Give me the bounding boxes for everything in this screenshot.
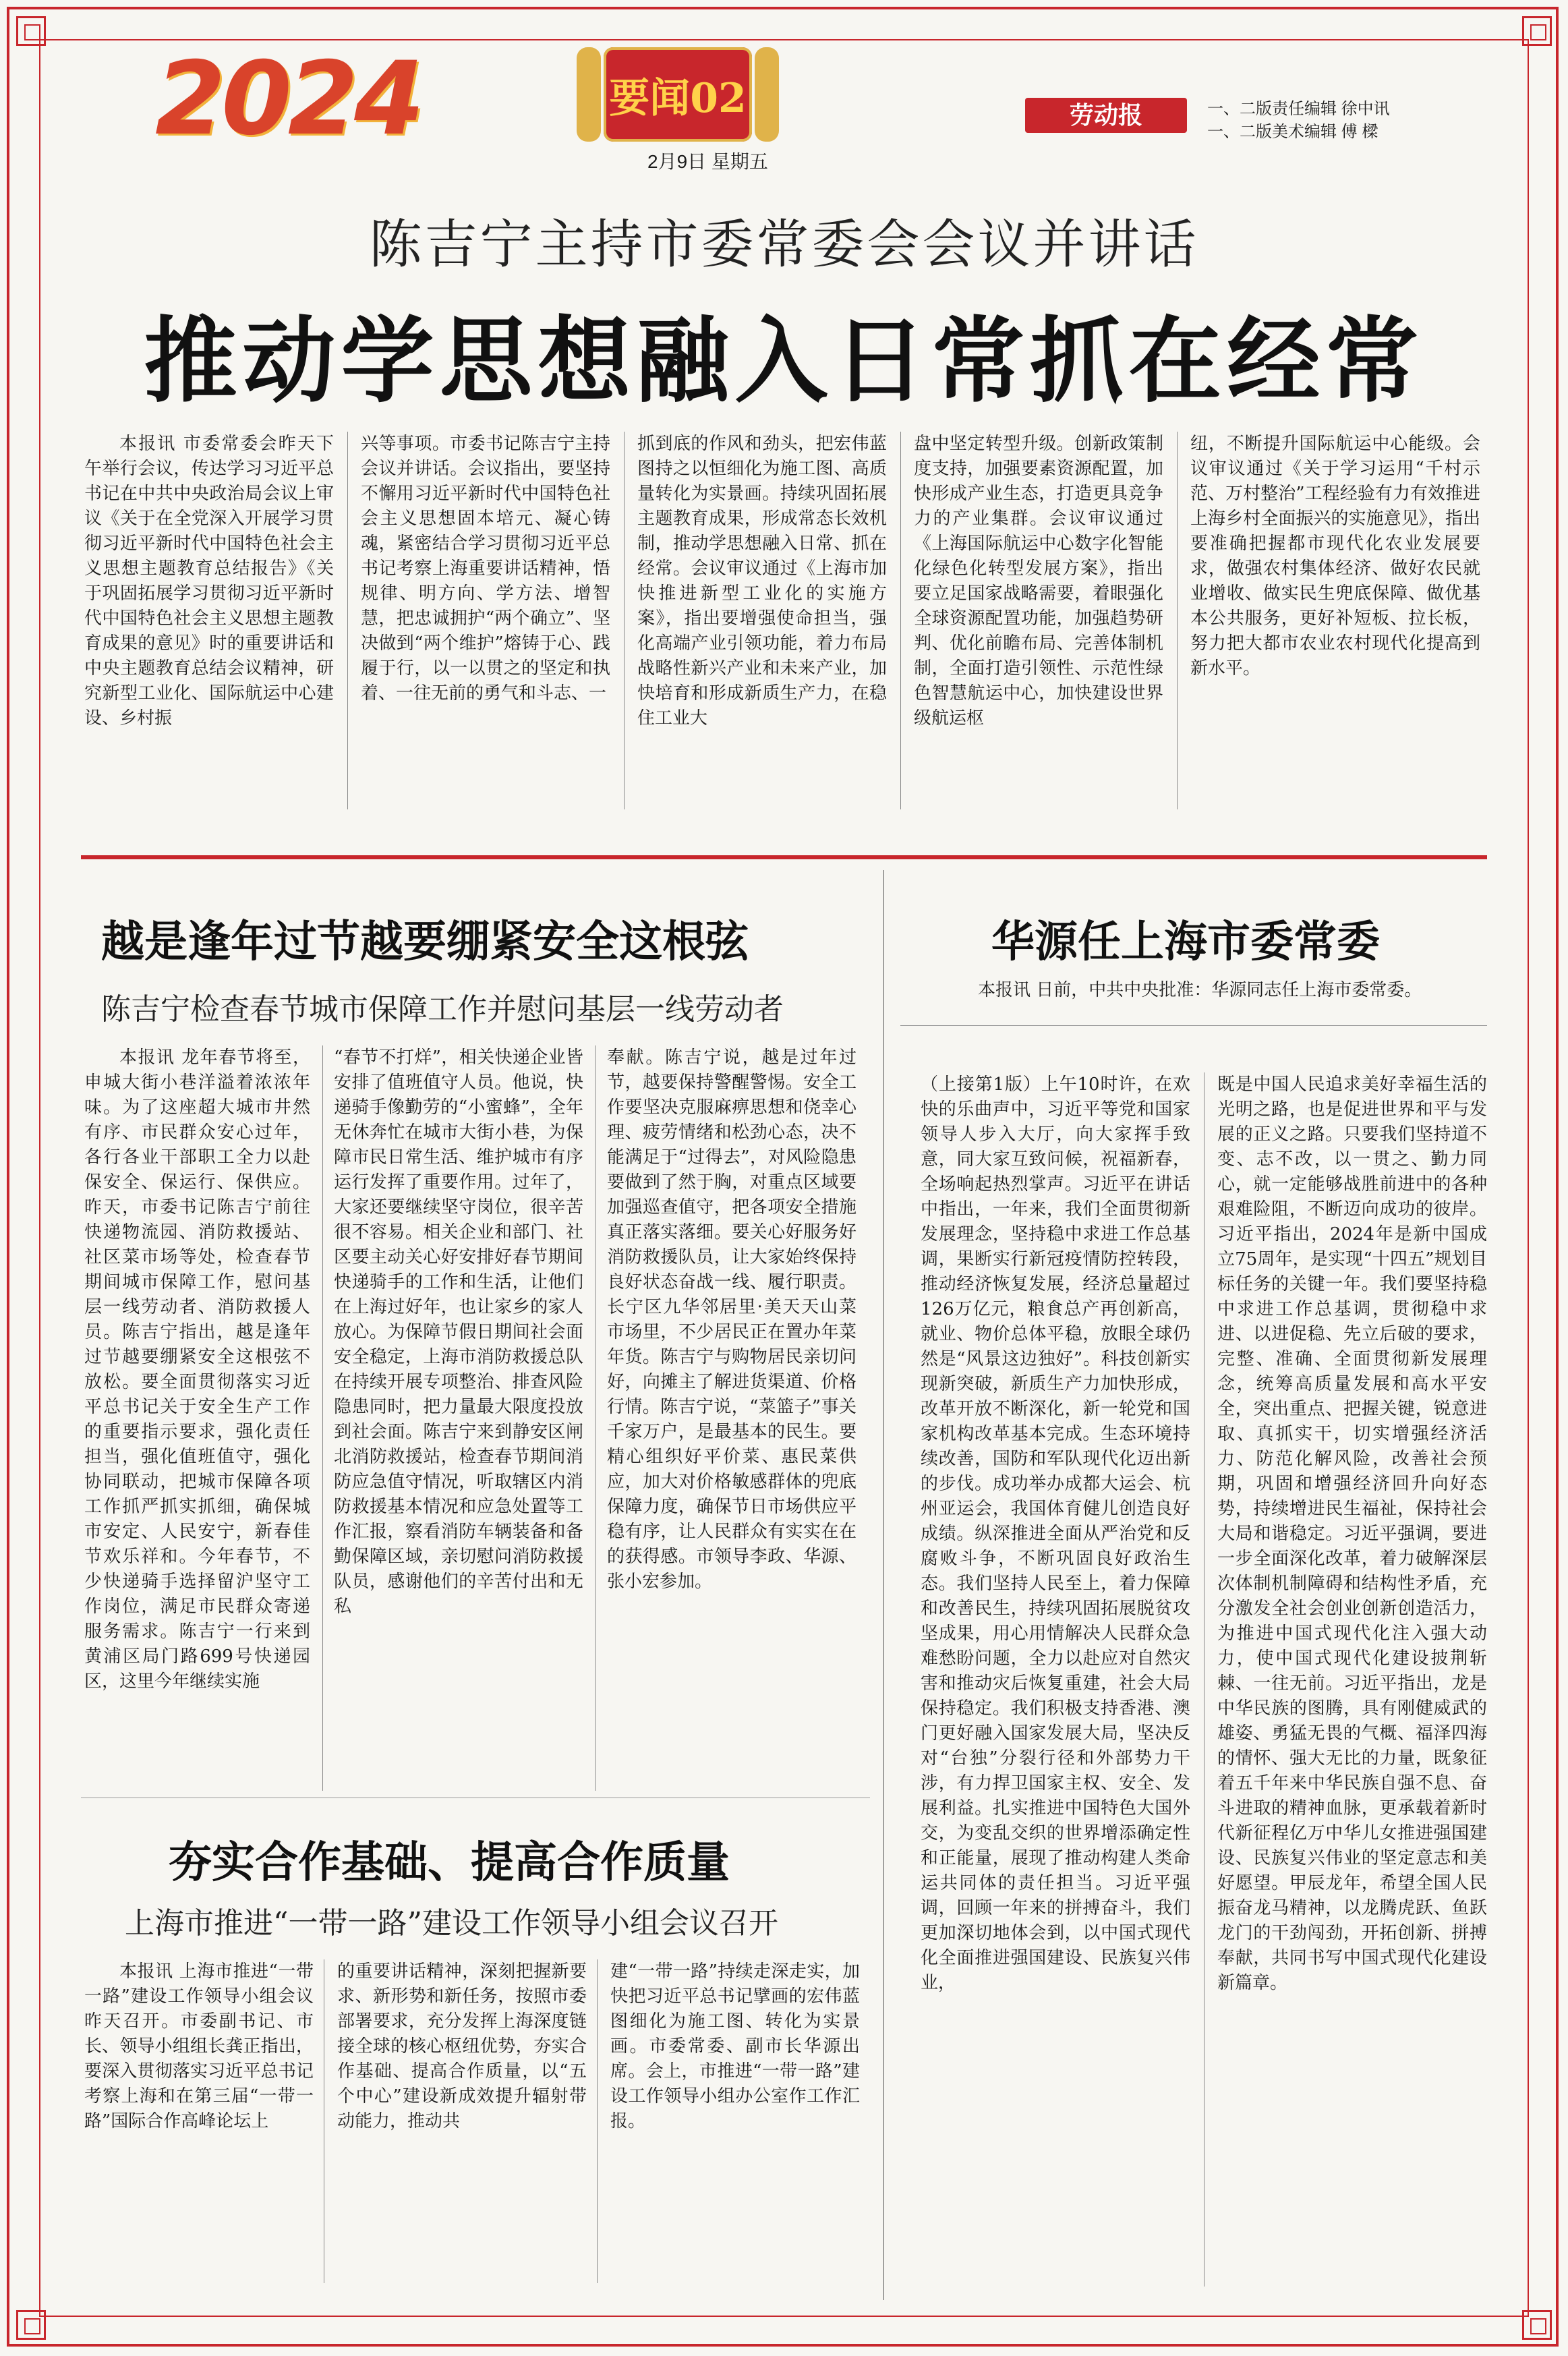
lead-column: 兴等事项。市委书记陈吉宁主持会议并讲话。会议指出，要坚持不懈用习近平新时代中国特色社会主义思想固本培元、凝心铸魂，紧密结合学习贯彻习近平总书记考察上海重要讲话精神，悟规律、明方向、学方法、增智慧，把忠诚拥护“两个确立”、坚决做到“两个维护”熔铸于心、践履于行，以一以贯之的坚定和执着、一往无前的勇气和斗志、一 [361,434,610,703]
column-divider [624,432,625,809]
appointment-headline: 华源任上海市委常委 [991,917,1380,967]
lead-column: 本报讯 市委常委会昨天下午举行会议，传达学习习近平总书记在中共中央政治局会议上审议《关于在全党深入开展学习贯彻习近平新时代中国特色社会主义思想主题教育总结报告》《关于巩固拓展学习贯彻习近平新时代中国特色社会主义思想主题教育成果的意见》时的重要讲话和中央主题教育总结会议精神，研究新型工业化、国际航运中心建设、乡村振 [84,434,334,728]
column-divider [597,1959,598,2283]
appointment-body: 本报讯 日前，中共中央批准：华源同志任上海市委常委。 [978,980,1422,1000]
scroll-roll-left [577,47,601,142]
column-divider [595,1045,596,1791]
scroll-roll-right [755,47,779,142]
article-divider [900,1025,1487,1026]
safety-column: 本报讯 龙年春节将至，申城大街小巷洋溢着浓浓年味。为了这座超大城市井然有序、市民群众安心过年，各行各业干部职工全力以赴保安全、保运行、保供应。昨天，市委书记陈吉宁前往快递物流园、消防救援站、社区菜市场等处，检查春节期间城市保障工作，慰问基层一线劳动者、消防救援人员。陈吉宁指出，越是逢年过节越要绷紧安全这根弦不放松。要全面贯彻落实习近平总书记关于安全生产工作的重要指示要求，强化责任担当，强化值班值守，强化协同联动，把城市保障各项工作抓严抓实抓细，确保城市安定、人民安宁，新春佳节欢乐祥和。今年春节，不少快递骑手选择留沪坚守工作岗位，满足市民群众寄递服务需求。陈吉宁一行来到黄浦区局门路699号快递园区，这里今年继续实施 [84,1047,310,1692]
corner-ornament [1522,16,1552,46]
section-separator [81,855,1487,859]
lead-subtitle: 陈吉宁主持市委常委会会议并讲话 [369,214,1199,275]
issue-date: 2月9日 星期五 [647,151,768,172]
corner-ornament [16,2310,46,2340]
editor-line: 一、二版责任编辑 徐中讯 [1207,100,1390,118]
section-divider [883,870,884,2300]
belt-road-headline: 夯实合作基础、提高合作质量 [169,1838,730,1888]
belt-road-column: 的重要讲话精神，深刻把握新要求、新形势和新任务，按照市委部署要求，充分发挥上海深度链接全球的核心枢纽优势，夯实合作基础、提高合作质量，以“五个中心”建设新成效提升辐射带动能力，推动共 [337,1961,587,2131]
year-logo: 2024 [155,40,421,158]
belt-road-subtitle: 上海市推进“一带一路”建设工作领导小组会议召开 [125,1906,778,1941]
corner-ornament [16,16,46,46]
continued-column: （上接第1版）上午10时许，在欢快的乐曲声中，习近平等党和国家领导人步入大厅，向大家挥手致意，同大家互致问候，祝福新春，全场响起热烈掌声。习近平在讲话中指出，一年来，我们全面贯彻新发展理念，坚持稳中求进工作总基调，果断实行新冠疫情防控转段，推动经济恢复发展，经济总量超过126万亿元，粮食总产再创新高，就业、物价总体平稳，放眼全球仍然是“风景这边独好”。科技创新实现新突破，新质生产力加快形成，改革开放不断深化，新一轮党和国家机构改革基本完成。生态环境持续改善，国防和军队现代化迈出新的步伐。成功举办成都大运会、杭州亚运会，我国体育健儿创造良好成绩。纵深推进全面从严治党和反腐败斗争，不断巩固良好政治生态。我们坚持人民至上，着力保障和改善民生，持续巩固拓展脱贫攻坚成果，用心用情解决人民群众急难愁盼问题，全力以赴应对自然灾害和推动灾后恢复重建，社会大局保持稳定。我们积极支持香港、澳门更好融入国家发展大局，坚决反对“台独”分裂行径和外部势力干涉，有力捍卫国家主权、安全、发展利益。扎实推进中国特色大国外交，为变乱交织的世界增添确定性和正能量，展现了推动构建人类命运共同体的责任担当。习近平强调，回顾一年来的拼搏奋斗，我们更加深切地体会到，以中国式现代化全面推进强国建设、民族复兴伟业， [921,1074,1190,1993]
column-divider [900,432,901,809]
editor-line: 一、二版美术编辑 傅 樑 [1207,123,1378,141]
section-banner [577,47,779,142]
section-label: 要闻02 [609,75,747,122]
lead-column: 盘中坚定转型升级。创新政策制度支持，加强要素资源配置，加快形成产业生态，打造更具竞争力的产业集群。会议审议通过《上海国际航运中心数字化智能化绿色化转型发展方案》，指出要立足国家战略需要，着眼强化全球资源配置功能，加强趋势研判、优化前瞻布局、完善体制机制，全面打造引领性、示范性绿色智慧航运中心，加快建设世界级航运枢 [914,434,1163,728]
lead-column: 抓到底的作风和劲头，把宏伟蓝图持之以恒细化为施工图、高质量转化为实景画。持续巩固拓展主题教育成果，形成常态长效机制，推动学思想融入日常、抓在经常。会议审议通过《上海市加快推进新型工业化的实施方案》，指出要增强使命担当，强化高端产业引领功能，着力布局战略性新兴产业和未来产业，加快培育和形成新质生产力，在稳住工业大 [637,434,887,728]
lead-column: 纽，不断提升国际航运中心能级。会议审议通过《关于学习运用“千村示范、万村整治”工程经验有力有效推进上海乡村全面振兴的实施意见》，指出要准确把握都市现代化农业发展要求，做强农村集体经济、做好农民就业增收、做实民生兜底保障、做优基本公共服务，更好补短板、拉长板，努力把大都市农业农村现代化提高到新水平。 [1190,434,1480,679]
safety-column: “春节不打烊”，相关快递企业皆安排了值班值守人员。他说，快递骑手像勤劳的“小蜜蜂”，全年无休奔忙在城市大街小巷，为保障市民日常生活、维护城市有序运行发挥了重要作用。过年了，大家还要继续坚守岗位，很辛苦很不容易。相关企业和部门、社区要主动关心好安排好春节期间快递骑手的工作和生活，让他们在上海过好年，也让家乡的家人放心。为保障节假日期间社会面安全稳定，上海市消防救援总队在持续开展专项整治、排查风险隐患同时，把力量最大限度投放到社会面。陈吉宁来到静安区闸北消防救援站，检查春节期间消防应急值守情况，听取辖区内消防救援基本情况和应急处置等工作汇报，察看消防车辆装备和备勤保障区域，亲切慰问消防救援队员，感谢他们的辛苦付出和无私 [334,1047,583,1617]
column-divider [322,1045,323,1791]
editor-credits [1207,98,1390,144]
column-divider [347,432,348,809]
corner-ornament [1522,2310,1552,2340]
belt-road-column: 建“一带一路”持续走深走实，加快把习近平总书记擘画的宏伟蓝图细化为施工图、转化为实景画。市委常委、副市长华源出席。会上，市推进“一带一路”建设工作领导小组办公室作工作汇报。 [610,1961,860,2131]
paper-logo: 劳动报 [1025,98,1187,133]
safety-subtitle: 陈吉宁检查春节城市保障工作并慰问基层一线劳动者 [101,992,784,1027]
belt-road-column: 本报讯 上海市推进“一带一路”建设工作领导小组会议昨天召开。市委副书记、市长、领导小组组长龚正指出，要深入贯彻落实习近平总书记考察上海和在第三届“一带一路”国际合作高峰论坛上 [84,1961,314,2131]
lead-headline: 推动学思想融入日常抓在经常 [144,307,1424,415]
safety-headline: 越是逢年过节越要绷紧安全这根弦 [101,917,749,967]
continued-column: 既是中国人民追求美好幸福生活的光明之路，也是促进世界和平与发展的正义之路。只要我们坚持道不变、志不改，以一贯之、勤力同心，就一定能够战胜前进中的各种艰难险阻，不断迈向成功的彼岸。习近平指出，2024年是新中国成立75周年，是实现“十四五”规划目标任务的关键一年。我们要坚持稳中求进工作总基调，贯彻稳中求进、以进促稳、先立后破的要求，完整、准确、全面贯彻新发展理念，统筹高质量发展和高水平安全，突出重点、把握关键，锐意进取、真抓实干，切实增强经济活力、防范化解风险，改善社会预期，巩固和增强经济回升向好态势，持续增进民生福祉，保持社会大局和谐稳定。习近平强调，要进一步全面深化改革，着力破解深层次体制机制障碍和结构性矛盾，充分激发全社会创业创新创造活力，为推进中国式现代化注入强大动力，使中国式现代化建设披荆斩棘、一往无前。习近平指出，龙是中华民族的图腾，具有刚健威武的雄姿、勇猛无畏的气概、福泽四海的情怀、强大无比的力量，既象征着五千年来中华民族自强不息、奋斗进取的精神血脉，更承载着新时代新征程亿万中华儿女推进强国建设、民族复兴伟业的坚定意志和美好愿望。甲辰龙年，希望全国人民振奋龙马精神，以龙腾虎跃、鱼跃龙门的干劲闯劲，开拓创新、拼搏奉献，共同书写中国式现代化建设新篇章。 [1217,1074,1487,1993]
column-divider [1177,432,1178,809]
safety-column: 奉献。陈吉宁说，越是过年过节，越要保持警醒警惕。安全工作要坚决克服麻痹思想和侥幸心理、疲劳情绪和松劲心态，决不能满足于“过得去”，对风险隐患要做到了然于胸，对重点区域要加强巡查值守，把各项安全措施真正落实落细。要关心好服务好消防救援队员，让大家始终保持良好状态奋战一线、履行职责。长宁区九华邻居里·美天天山菜市场里，不少居民正在置办年菜年货。陈吉宁与购物居民亲切问好，向摊主了解进货渠道、价格行情。陈吉宁说，“菜篮子”事关千家万户，是最基本的民生。要精心组织好平价菜、惠民菜供应，加大对价格敏感群体的兜底保障力度，确保节日市场供应平稳有序，让人民群众有实实在在的获得感。市领导李政、华源、张小宏参加。 [607,1047,856,1592]
